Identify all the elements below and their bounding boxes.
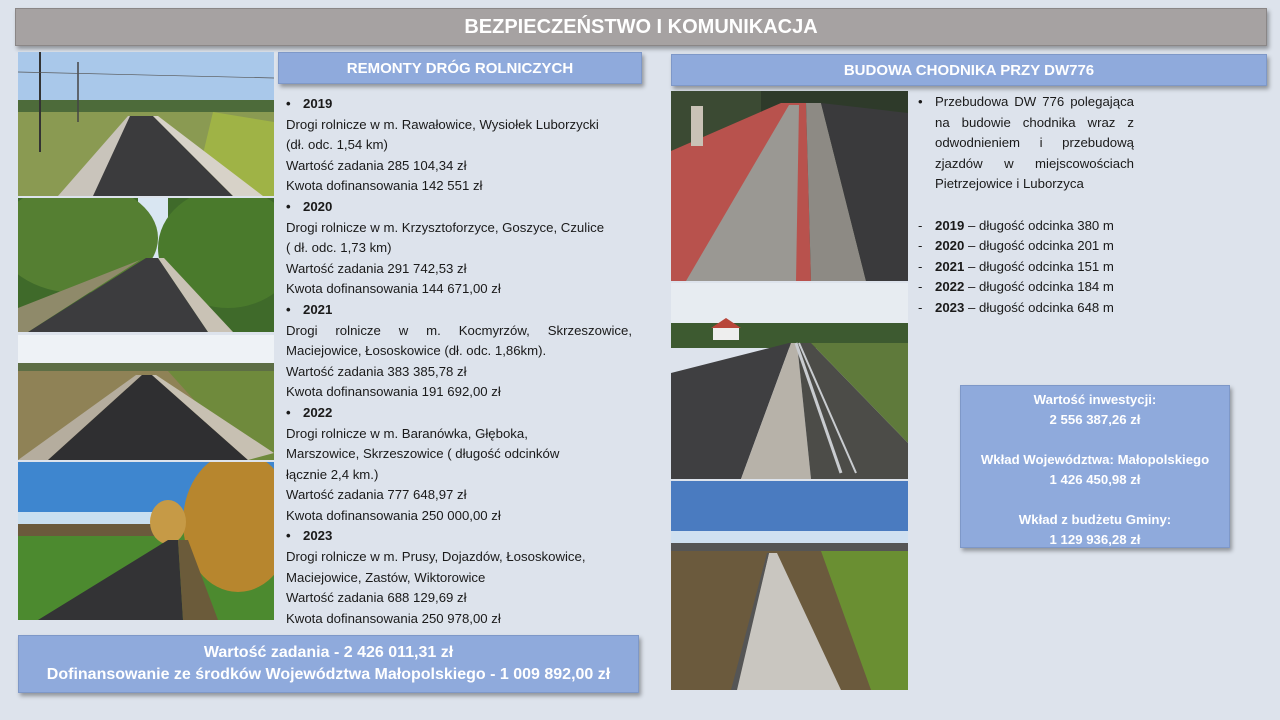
length-text: – długość odcinka 380 m: [964, 217, 1114, 233]
entry-line: Wartość zadania 688 129,69 zł: [286, 590, 467, 606]
entry-year: 2022: [303, 404, 333, 420]
length-item: [918, 216, 1134, 237]
entry-year: 2020: [303, 198, 333, 214]
entry-line: Kwota dofinansowania 250 000,00 zł: [286, 507, 501, 523]
entry-line: Marszowice, Skrzeszowice ( długość odcinków: [286, 446, 560, 462]
entry-line: Kwota dofinansowania 250 978,00 zł: [286, 610, 501, 626]
length-text: – długość odcinka 151 m: [964, 258, 1114, 274]
sidewalk-description: [918, 92, 1134, 319]
length-item: [918, 277, 1134, 298]
entry-2019: [286, 94, 632, 197]
bullet-marker: •: [286, 301, 291, 317]
dash-marker: -: [918, 258, 923, 274]
dash-marker: -: [918, 279, 923, 295]
entry-line: Maciejowice, Zastów, Wiktorowice: [286, 569, 486, 585]
length-text: – długość odcinka 648 m: [964, 299, 1114, 315]
road-repairs-list: [286, 94, 632, 629]
bullet-marker: •: [286, 198, 291, 214]
entry-2023: [286, 526, 632, 629]
voivodeship-contribution-value: 1 426 450,98 zł: [1049, 472, 1141, 487]
entry-line: Kwota dofinansowania 144 671,00 zł: [286, 281, 501, 297]
description-text: Przebudowa DW 776 polegająca na budowie chodnika wraz z odwodnieniem i przebudową zjazdów w miejscowościach Pietrzejowice i Luborzyca: [935, 94, 1134, 192]
photo-road-2019: [18, 52, 274, 196]
entry-line: Kwota dofinansowania 142 551 zł: [286, 178, 483, 194]
entry-2020: [286, 197, 632, 300]
entry-year: 2023: [303, 528, 333, 544]
bullet-marker: •: [286, 404, 291, 420]
bullet-marker: •: [286, 528, 291, 544]
investment-value: 2 556 387,26 zł: [1049, 412, 1141, 427]
length-text: – długość odcinka 201 m: [964, 238, 1114, 254]
length-item: [918, 298, 1134, 319]
entry-line: Drogi rolnicze w m. Prusy, Dojazdów, Łososkowice,: [286, 549, 586, 565]
section-header-road-repairs: REMONTY DRÓG ROLNICZYCH: [278, 52, 642, 84]
summary-cofinancing: Dofinansowanie ze środków Województwa Małopolskiego - 1 009 892,00 zł: [46, 666, 611, 683]
length-item: [918, 257, 1134, 278]
entry-line: Drogi rolnicze w m. Kocmyrzów, Skrzeszowice,: [286, 322, 632, 338]
entry-2021: [286, 300, 632, 403]
photo-sidewalk-1: [671, 91, 908, 281]
entry-line: ( dł. odc. 1,73 km): [286, 240, 392, 256]
entry-line: Drogi rolnicze w m. Krzysztoforzyce, Goszyce, Czulice: [286, 219, 605, 235]
length-year: 2021: [935, 258, 965, 274]
length-year: 2023: [935, 299, 965, 315]
municipality-contribution-value: 1 129 936,28 zł: [1049, 532, 1141, 547]
investment-box: [960, 385, 1230, 548]
entry-line: (dł. odc. 1,54 km): [286, 137, 388, 153]
photo-road-2020: [18, 198, 274, 332]
section-header-sidewalk: BUDOWA CHODNIKA PRZY DW776: [671, 54, 1267, 86]
dash-marker: -: [918, 217, 923, 233]
summary-total-value: Wartość zadania - 2 426 011,31 zł: [203, 644, 454, 661]
investment-label: Wartość inwestycji:: [1033, 392, 1157, 407]
photo-road-2023: [18, 462, 274, 620]
entry-line: łącznie 2,4 km.): [286, 466, 379, 482]
entry-line: Wartość zadania 285 104,34 zł: [286, 157, 467, 173]
entry-line: Kwota dofinansowania 191 692,00 zł: [286, 384, 501, 400]
length-text: – długość odcinka 184 m: [964, 279, 1114, 295]
entry-line: Wartość zadania 383 385,78 zł: [286, 363, 467, 379]
photo-sidewalk-2: [671, 283, 908, 479]
entry-line: Maciejowice, Łososkowice (dł. odc. 1,86km).: [286, 343, 547, 359]
entry-line: Drogi rolnicze w m. Rawałowice, Wysiołek Luborzycki: [286, 116, 599, 132]
length-item: [918, 236, 1134, 257]
entry-year: 2019: [303, 96, 333, 111]
length-year: 2020: [935, 238, 965, 254]
summary-box: [18, 635, 639, 693]
entry-line: Wartość zadania 777 648,97 zł: [286, 487, 467, 503]
dash-marker: -: [918, 238, 923, 254]
entry-2022: [286, 403, 632, 527]
entry-line: Wartość zadania 291 742,53 zł: [286, 260, 467, 276]
page-title: BEZPIECZEŃSTWO I KOMUNIKACJA: [15, 8, 1267, 46]
voivodeship-contribution-label: Wkład Województwa: Małopolskiego: [980, 452, 1210, 467]
photo-sidewalk-3: [671, 481, 908, 690]
entry-year: 2021: [303, 301, 333, 317]
length-year: 2022: [935, 279, 965, 295]
dash-marker: -: [918, 299, 923, 315]
municipality-contribution-label: Wkład z budżetu Gminy:: [1018, 512, 1172, 527]
bullet-marker: •: [918, 94, 923, 109]
photo-road-2021: [18, 335, 274, 460]
length-year: 2019: [935, 217, 965, 233]
bullet-marker: •: [286, 96, 291, 111]
entry-line: Drogi rolnicze w m. Baranówka, Głęboka,: [286, 425, 528, 441]
